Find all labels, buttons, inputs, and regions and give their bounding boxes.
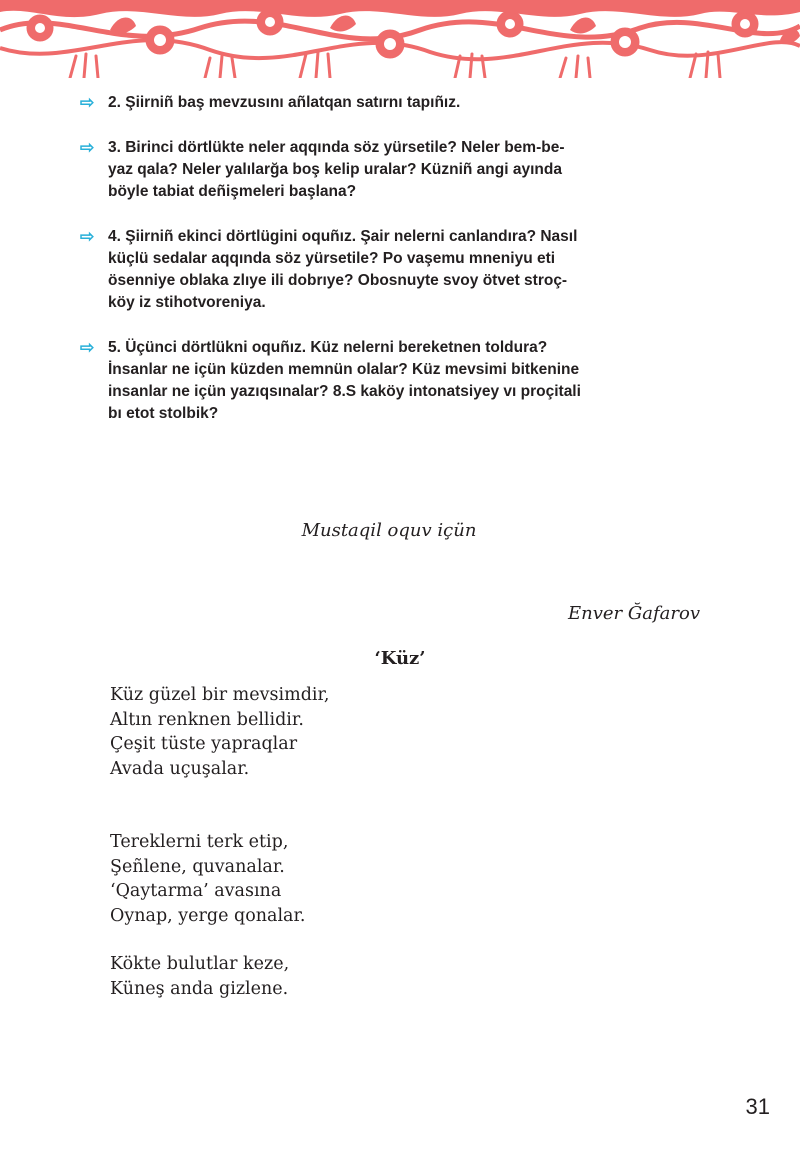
arrow-right-icon: ⇨: [80, 227, 95, 246]
poem-line: ‘Qaytarma’ avasına: [110, 881, 282, 901]
poem-title: ‘Küz’: [374, 648, 426, 669]
question-2: [80, 92, 720, 114]
poem-stanza: [110, 830, 330, 928]
poem-body: [110, 683, 330, 1001]
poem-stanza: [110, 952, 330, 1001]
poem-line: Şeñlene, quvanalar.: [110, 856, 285, 877]
question-text: 5. Üçünci dörtlükni oquñız. Küz nelerni bereketnen toldura? İnsanlar ne içün küzden memnün olalar? Küz mevsimi bitkenine insanlar ne içün yazıqsınalar? 8.S kaköy intonatsiyey vı proçitali bı etot stolbik?: [108, 339, 581, 422]
poem-line: Avada uçuşalar.: [110, 758, 250, 779]
poem-line: Altın renknen bellidir.: [110, 709, 304, 730]
poem-line: Tereklerni terk etip,: [110, 832, 289, 852]
arrow-right-icon: ⇨: [80, 338, 95, 357]
question-text: 2. Şiirniñ baş mevzusını añlatqan satırnı tapıñız.: [108, 94, 461, 111]
section-title: Mustaqil oquv içün: [301, 520, 477, 541]
poem-line: Küz güzel bir mevsimdir,: [110, 685, 330, 705]
poem-author: Enver Ğafarov: [568, 603, 700, 624]
question-4: [80, 226, 720, 314]
poem-line: Çeşit tüste yapraqlar: [110, 734, 298, 754]
question-3: [80, 137, 720, 203]
poem-line: Küneş anda gizlene.: [110, 978, 289, 999]
arrow-right-icon: ⇨: [80, 93, 95, 112]
question-text: 4. Şiirniñ ekinci dörtlügini oquñız. Şair nelerni canlandıra? Nasıl küçlü sedalar aqqında söz yürsetile? Po vaşemu mneniyu eti ösenniye oblaka zlıye ili dobrıye? Obosnuyte svoy ötvet stroç- köy iz stihotvoreniya.: [108, 228, 578, 311]
poem-line: Kökte bulutlar keze,: [110, 954, 290, 974]
page-number: 31: [745, 1094, 770, 1119]
question-5: [80, 337, 720, 425]
questions-list: [80, 92, 720, 425]
question-text: 3. Birinci dörtlükte neler aqqında söz yürsetile? Neler bem-be- yaz qala? Neler yalılarğa boş kelip uralar? Küzniñ angi ayında böyle tabiat deñişmeleri başlana?: [108, 139, 565, 200]
arrow-right-icon: ⇨: [80, 138, 95, 157]
poem-stanza: [110, 683, 330, 781]
poem-line: Oynap, yerge qonalar.: [110, 905, 306, 926]
floral-ornament-border: [0, 0, 800, 78]
